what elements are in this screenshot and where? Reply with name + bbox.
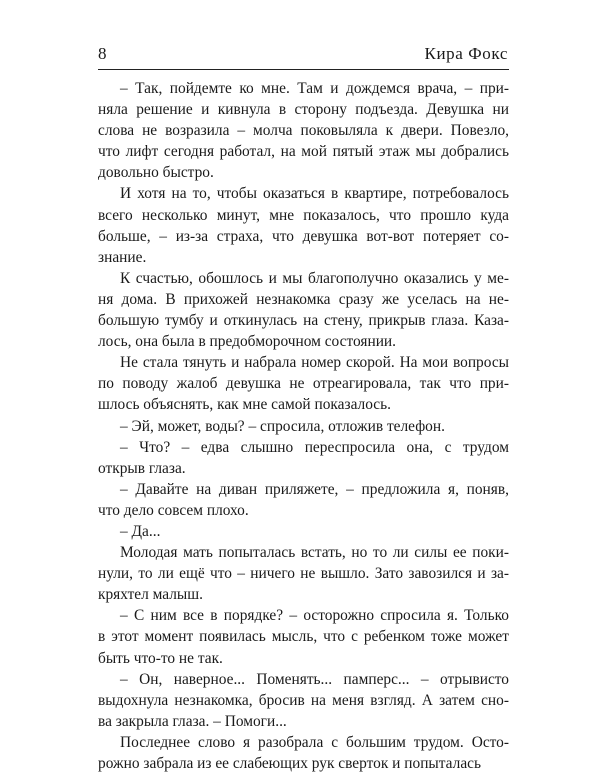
header-rule bbox=[98, 69, 509, 70]
page-number: 8 bbox=[98, 44, 107, 63]
paragraph bbox=[98, 605, 509, 668]
text-line: довольно быстро. bbox=[98, 164, 214, 182]
paragraph bbox=[98, 669, 509, 732]
text-line: что лифт сегодня работал, на мой пятый этаж мы добрались bbox=[98, 143, 509, 161]
text-line: знание. bbox=[98, 248, 147, 266]
paragraph bbox=[98, 78, 509, 183]
text-line: – Да... bbox=[120, 522, 161, 540]
text-line: что дело совсем плохо. bbox=[98, 501, 249, 519]
text-line: выдохнула незнакомка, бросив на меня взгляд. А затем сно- bbox=[98, 691, 509, 709]
paragraph bbox=[98, 732, 509, 774]
text-line: – С ним все в порядке? – осторожно спросила я. Только bbox=[120, 607, 509, 625]
text-line: всего несколько минут, мне показалось, что прошло куда bbox=[98, 206, 509, 224]
text-line: Последнее слово я разобрала с большим трудом. Осто- bbox=[120, 733, 509, 751]
text-line: по поводу жалоб девушка не отреагировала, так что при- bbox=[98, 375, 509, 393]
body-text bbox=[98, 78, 509, 774]
text-line: нули, то ли ещё что – ничего не вышло. Зато завозился и за- bbox=[98, 565, 509, 583]
text-line: – Он, наверное... Поменять... памперс... – отрывисто bbox=[120, 670, 509, 688]
paragraph bbox=[98, 521, 509, 542]
text-line: И хотя на то, чтобы оказаться в квартире, потребовалось bbox=[120, 185, 509, 203]
text-line: шлось объяснять, как мне самой показалось. bbox=[98, 396, 392, 414]
running-head bbox=[98, 44, 508, 66]
paragraph bbox=[98, 437, 509, 479]
text-line: – Давайте на диван приляжете, – предложила я, поняв, bbox=[120, 480, 509, 498]
text-line: в этот момент появилась мысль, что с ребенком тоже может bbox=[98, 628, 509, 646]
text-line: К счастью, обошлось и мы благополучно оказались у ме- bbox=[120, 269, 509, 287]
text-line: ня дома. В прихожей незнакомка сразу же уселась на не- bbox=[98, 290, 509, 308]
text-line: больше, – из-за страха, что девушка вот-вот потеряет со- bbox=[98, 227, 509, 245]
text-line: рожно забрала из ее слабеющих рук сверток и попыталась bbox=[98, 755, 482, 772]
paragraph bbox=[98, 268, 509, 352]
paragraph bbox=[98, 352, 509, 415]
paragraph bbox=[98, 479, 509, 521]
text-line: ва закрыла глаза. – Помоги... bbox=[98, 712, 287, 730]
running-title: Кира Фокс bbox=[424, 44, 508, 63]
text-line: – Эй, может, воды? – спросила, отложив телефон. bbox=[120, 417, 445, 435]
paragraph bbox=[98, 542, 509, 605]
text-line: няла решение и кивнула в сторону подъезда. Девушка ни bbox=[98, 101, 509, 119]
text-line: большую тумбу и откинулась на стену, прикрыв глаза. Каза- bbox=[98, 312, 509, 330]
text-line: – Так, пойдемте ко мне. Там и дождемся врача, – при- bbox=[120, 80, 509, 97]
paragraph bbox=[98, 183, 509, 267]
text-line: слова не возразила – молча поковыляла к двери. Повезло, bbox=[98, 122, 509, 140]
paragraph bbox=[98, 416, 509, 437]
text-line: – Что? – едва слышно переспросила она, с трудом bbox=[120, 438, 509, 456]
text-line: Молодая мать попыталась встать, но то ли силы ее поки- bbox=[120, 544, 509, 562]
text-line: лось, она была в предобморочном состоянии. bbox=[98, 333, 397, 351]
text-line: быть что-то не так. bbox=[98, 649, 223, 667]
text-line: кряхтел малыш. bbox=[98, 586, 203, 604]
text-line: открыв глаза. bbox=[98, 459, 186, 477]
text-line: Не стала тянуть и набрала номер скорой. На мои вопросы bbox=[120, 354, 509, 372]
